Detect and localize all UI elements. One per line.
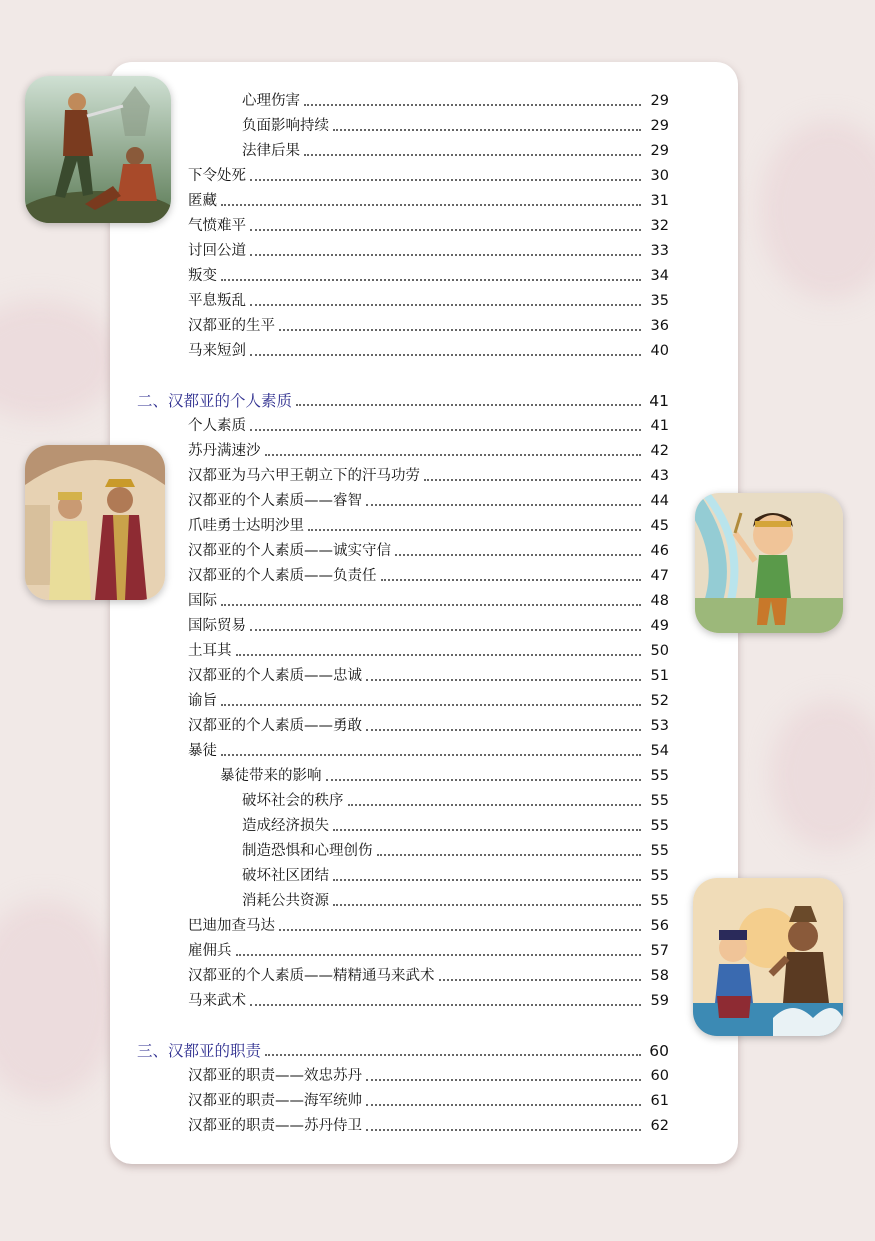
toc-entry[interactable] (188, 415, 669, 435)
toc-page-number: 55 (650, 818, 669, 834)
dot-leader (348, 804, 642, 806)
toc-entry-title: 爪哇勇士达明沙里 (188, 518, 304, 534)
dot-leader (265, 1054, 641, 1056)
dot-leader (250, 179, 641, 181)
dot-leader (333, 904, 641, 906)
toc-entry-title: 破坏社区团结 (242, 868, 329, 884)
toc-entry-title: 汉都亚的个人素质——诚实守信 (188, 543, 391, 559)
toc-entry-title: 法律后果 (242, 143, 300, 159)
dot-leader (308, 529, 641, 531)
toc-page-number: 55 (650, 793, 669, 809)
toc-page-number: 29 (650, 93, 669, 109)
toc-entry[interactable] (188, 490, 669, 510)
dot-leader (236, 954, 642, 956)
toc-page-number: 42 (650, 443, 669, 459)
toc-entry-title: 土耳其 (188, 643, 232, 659)
toc-entry[interactable] (188, 190, 669, 210)
toc-entry-title: 负面影响持续 (242, 118, 329, 134)
dot-leader (381, 579, 642, 581)
dot-leader (304, 104, 641, 106)
toc-page-number: 29 (650, 143, 669, 159)
toc-entry-title: 心理伤害 (242, 93, 300, 109)
toc-entry-title: 二、汉都亚的个人素质 (137, 392, 293, 410)
dot-leader (326, 779, 642, 781)
dot-leader (250, 629, 641, 631)
toc-entry-title: 汉都亚的职责——苏丹侍卫 (188, 1118, 362, 1134)
toc-entry-title: 巴迪加查马达 (188, 918, 275, 934)
young-warrior-illustration (695, 493, 843, 633)
toc-page-number: 54 (650, 743, 669, 759)
toc-page-number: 58 (650, 968, 669, 984)
toc-page-number: 47 (650, 568, 669, 584)
battle-scene-illustration (693, 878, 843, 1036)
toc-entry-title: 国际 (188, 593, 217, 609)
toc-entry[interactable] (188, 565, 669, 585)
toc-entry-title: 制造恐惧和心理创伤 (242, 843, 373, 859)
dot-leader (279, 329, 641, 331)
dot-leader (366, 1104, 641, 1106)
dot-leader (304, 154, 641, 156)
toc-entry[interactable] (220, 765, 669, 785)
background-texture (760, 120, 875, 300)
toc-page-number: 41 (650, 418, 669, 434)
toc-entry-title: 汉都亚的个人素质——勇敢 (188, 718, 362, 734)
toc-page-number: 56 (650, 918, 669, 934)
toc-entry-title: 汉都亚的个人素质——精精通马来武术 (188, 968, 435, 984)
toc-entry[interactable] (188, 665, 669, 685)
dot-leader (250, 304, 641, 306)
toc-page-number: 32 (650, 218, 669, 234)
toc-entry[interactable] (188, 690, 669, 710)
dot-leader (221, 704, 641, 706)
dot-leader (366, 504, 641, 506)
toc-entry-title: 暴徒带来的影响 (220, 768, 322, 784)
toc-entry[interactable] (188, 965, 669, 985)
dot-leader (366, 1079, 641, 1081)
toc-entry[interactable] (242, 890, 669, 910)
toc-entry[interactable] (188, 615, 669, 635)
toc-entry[interactable] (188, 915, 669, 935)
toc-entry[interactable] (188, 440, 669, 460)
background-texture (770, 700, 875, 850)
toc-entry-title: 马来武术 (188, 993, 246, 1009)
toc-page-number: 31 (650, 193, 669, 209)
toc-entry-title: 个人素质 (188, 418, 246, 434)
toc-entry[interactable] (242, 790, 669, 810)
toc-page-number: 57 (650, 943, 669, 959)
toc-entry-title: 破坏社会的秩序 (242, 793, 344, 809)
toc-page-number: 41 (649, 392, 669, 410)
toc-entry[interactable] (242, 840, 669, 860)
toc-entry[interactable] (188, 465, 669, 485)
toc-entry-title: 雇佣兵 (188, 943, 232, 959)
malay-nobles-illustration (25, 445, 165, 600)
toc-page-number: 34 (650, 268, 669, 284)
toc-section-heading[interactable] (137, 390, 669, 410)
toc-entry[interactable] (242, 90, 669, 110)
toc-entry[interactable] (188, 340, 669, 360)
toc-page-number: 30 (650, 168, 669, 184)
toc-page-number: 49 (650, 618, 669, 634)
toc-entry-title: 三、汉都亚的职责 (137, 1042, 262, 1060)
dot-leader (333, 129, 641, 131)
toc-entry-title: 马来短剑 (188, 343, 246, 359)
dot-leader (236, 654, 642, 656)
dot-leader (250, 229, 641, 231)
toc-entry-title: 造成经济损失 (242, 818, 329, 834)
toc-entry[interactable] (242, 815, 669, 835)
toc-entry[interactable] (188, 515, 669, 535)
toc-entry[interactable] (188, 215, 669, 235)
toc-entry-title: 汉都亚的生平 (188, 318, 275, 334)
toc-entry[interactable] (242, 140, 669, 160)
toc-page-number: 53 (650, 718, 669, 734)
toc-page-number: 44 (650, 493, 669, 509)
toc-page-number: 36 (650, 318, 669, 334)
toc-entry-title: 汉都亚的个人素质——睿智 (188, 493, 362, 509)
toc-page-number: 60 (650, 1068, 669, 1084)
toc-page-number: 62 (650, 1118, 669, 1134)
dot-leader (439, 979, 642, 981)
dot-leader (395, 554, 641, 556)
toc-entry-title: 汉都亚的个人素质——负责任 (188, 568, 377, 584)
background-texture (0, 300, 120, 420)
dot-leader (221, 204, 641, 206)
toc-entry-title: 匿藏 (188, 193, 217, 209)
toc-page-number: 55 (650, 768, 669, 784)
toc-entry[interactable] (188, 1065, 669, 1085)
toc-entry[interactable] (188, 165, 669, 185)
toc-entry[interactable] (188, 1090, 669, 1110)
toc-entry-title: 讨回公道 (188, 243, 246, 259)
dot-leader (333, 829, 641, 831)
dot-leader (250, 1004, 641, 1006)
toc-entry-title: 平息叛乱 (188, 293, 246, 309)
dot-leader (250, 354, 641, 356)
toc-page-number: 33 (650, 243, 669, 259)
toc-page-number: 50 (650, 643, 669, 659)
toc-page-number: 45 (650, 518, 669, 534)
toc-entry-title: 消耗公共资源 (242, 893, 329, 909)
dot-leader (366, 729, 641, 731)
dot-leader (221, 754, 641, 756)
dot-leader (279, 929, 641, 931)
dot-leader (333, 879, 641, 881)
toc-entry[interactable] (242, 865, 669, 885)
toc-page-number: 61 (650, 1093, 669, 1109)
toc-entry-title: 气愤难平 (188, 218, 246, 234)
dot-leader (296, 404, 641, 406)
toc-section-heading[interactable] (137, 1040, 669, 1060)
toc-page-number: 51 (650, 668, 669, 684)
toc-entry-title: 叛变 (188, 268, 217, 284)
dot-leader (250, 429, 641, 431)
toc-entry[interactable] (188, 315, 669, 335)
toc-entry[interactable] (188, 990, 669, 1010)
toc-entry[interactable] (242, 115, 669, 135)
toc-entry-title: 汉都亚的个人素质——忠诚 (188, 668, 362, 684)
toc-entry[interactable] (188, 715, 669, 735)
toc-page-number: 29 (650, 118, 669, 134)
toc-page-number: 35 (650, 293, 669, 309)
toc-entry[interactable] (188, 640, 669, 660)
toc-entry[interactable] (188, 290, 669, 310)
toc-page-number: 40 (650, 343, 669, 359)
dot-leader (424, 479, 641, 481)
dot-leader (366, 679, 641, 681)
toc-entry[interactable] (188, 940, 669, 960)
toc-entry-title: 汉都亚的职责——效忠苏丹 (188, 1068, 362, 1084)
dot-leader (377, 854, 642, 856)
toc-entry[interactable] (188, 1115, 669, 1135)
toc-page-number: 55 (650, 893, 669, 909)
toc-page-number: 55 (650, 868, 669, 884)
toc-page-number: 46 (650, 543, 669, 559)
toc-page-number: 55 (650, 843, 669, 859)
warrior-duel-illustration (25, 76, 171, 223)
toc-entry-title: 暴徒 (188, 743, 217, 759)
toc-entry[interactable] (188, 240, 669, 260)
dot-leader (221, 604, 641, 606)
background-texture (0, 900, 120, 1100)
toc-page-number: 52 (650, 693, 669, 709)
dot-leader (265, 454, 642, 456)
dot-leader (366, 1129, 641, 1131)
toc-entry[interactable] (188, 540, 669, 560)
toc-entry[interactable] (188, 740, 669, 760)
toc-page-number: 60 (649, 1042, 669, 1060)
dot-leader (221, 279, 641, 281)
dot-leader (250, 254, 641, 256)
toc-entry-title: 国际贸易 (188, 618, 246, 634)
toc-entry-title: 下令处死 (188, 168, 246, 184)
toc-entry[interactable] (188, 590, 669, 610)
toc-page-number: 48 (650, 593, 669, 609)
toc-page-number: 59 (650, 993, 669, 1009)
toc-entry-title: 谕旨 (188, 693, 217, 709)
toc-entry[interactable] (188, 265, 669, 285)
toc-entry-title: 汉都亚为马六甲王朝立下的汗马功劳 (188, 468, 420, 484)
toc-entry-title: 苏丹满速沙 (188, 443, 261, 459)
toc-entry-title: 汉都亚的职责——海军统帅 (188, 1093, 362, 1109)
toc-page-number: 43 (650, 468, 669, 484)
